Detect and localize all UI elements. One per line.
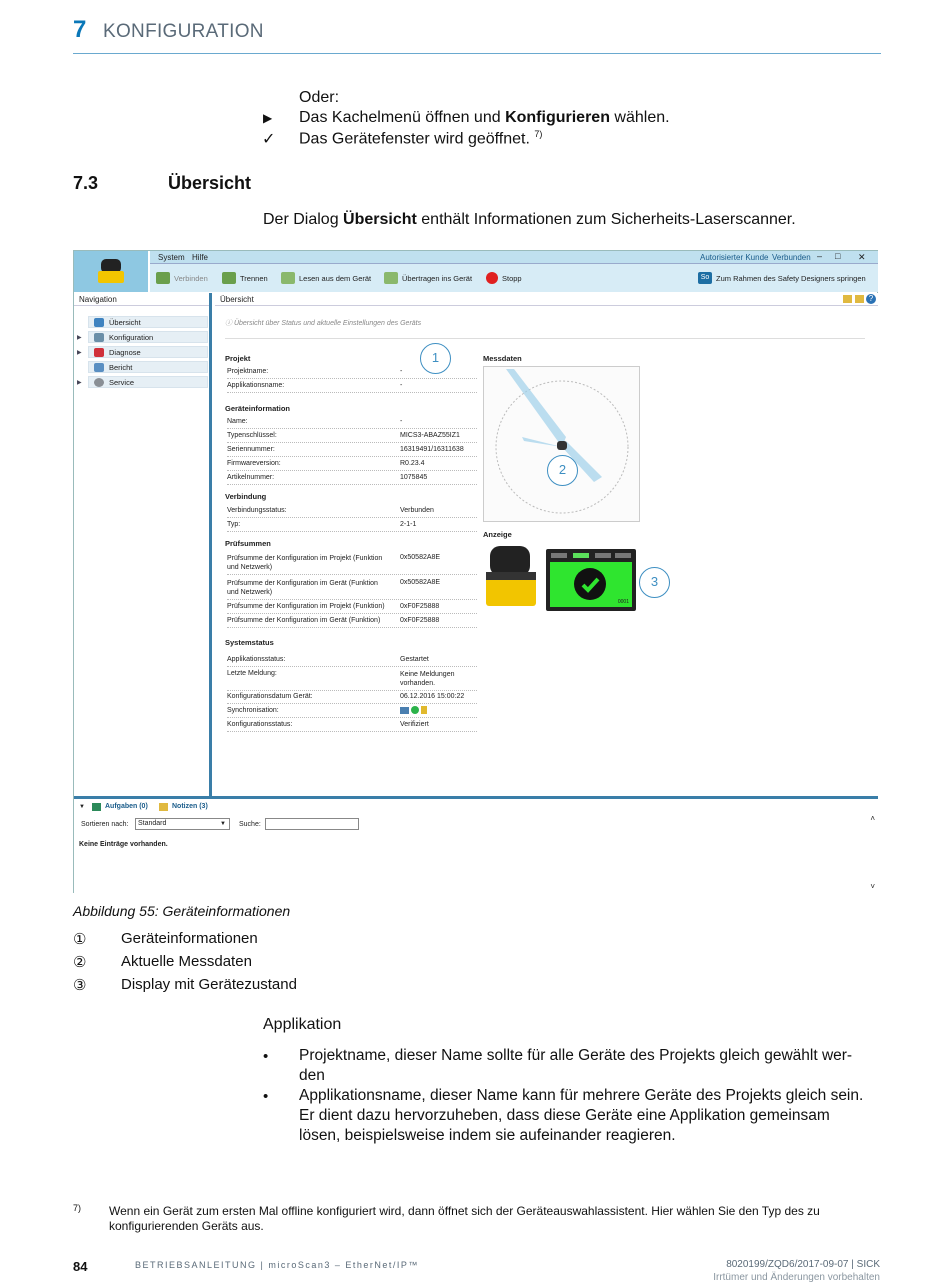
overview-pane (215, 293, 878, 796)
device-icon (421, 706, 427, 714)
group-pruefsummen: Prüfsummen (225, 539, 271, 548)
section-title: Übersicht (168, 173, 252, 193)
read-icon (281, 272, 295, 284)
callout-3: 3 (639, 567, 670, 598)
device-display (546, 549, 636, 611)
legend-text: Geräteinformationen (121, 930, 258, 947)
menu-system[interactable]: System (158, 253, 185, 262)
checkmark-icon (574, 568, 606, 600)
row-firmwareversion: Firmwareversion: R0.23.4 (227, 459, 477, 471)
notes-icon (159, 803, 168, 811)
sort-select[interactable]: Standard ▼ (135, 818, 230, 830)
display-leds (551, 553, 631, 559)
row-synchronisation: Synchronisation: (227, 706, 477, 718)
step-text: Das Kachelmenü öffnen und Konfigurieren wählen. (299, 109, 670, 126)
callout-2: 2 (547, 455, 578, 486)
nav-item-service[interactable]: Service (88, 376, 208, 388)
row-pruefsumme-4: Prüfsumme der Konfiguration im Gerät (Funktion) 0xF0F25888 (227, 616, 477, 628)
close-icon[interactable]: ✕ (858, 252, 866, 262)
scan-field-graphic (484, 367, 639, 521)
minimize-icon[interactable]: – (817, 251, 823, 261)
gear-icon (94, 378, 104, 387)
chevron-down-icon: ▼ (220, 821, 226, 827)
expand-arrow-icon[interactable]: ▶ (77, 380, 82, 386)
nav-item-diagnose[interactable]: Diagnose (88, 346, 208, 358)
nav-item-konfiguration[interactable]: Konfiguration (88, 331, 208, 343)
result-text: Das Gerätefenster wird geöffnet. $^{7)}$ (299, 129, 543, 148)
transfer-icon (384, 272, 398, 284)
disconnect-icon (222, 272, 236, 284)
legend-text: Aktuelle Messdaten (121, 953, 252, 970)
overview-icon (94, 318, 104, 327)
nav-item-uebersicht[interactable]: Übersicht (88, 316, 208, 328)
footnote-text: Wenn ein Gerät zum ersten Mal offline konfiguriert wird, dann öffnet sich der Geräteauswahlassistent. Hier wählen Sie den Typ des zu konfigurierenden Geräts aus. (109, 1204, 820, 1233)
messdaten-title: Messdaten (483, 354, 522, 363)
scroll-down-icon[interactable]: ˅ (870, 882, 875, 891)
report-icon (94, 363, 104, 372)
display-code: 0001 (617, 599, 629, 605)
display-screen (550, 562, 632, 607)
callout-1: 1 (420, 343, 451, 374)
bullet-icon: • (263, 1048, 269, 1065)
diagnose-icon (94, 348, 104, 357)
overview-title: Übersicht (215, 293, 878, 306)
row-pruefsumme-1: Prüfsumme der Konfiguration im Projekt (Funktion und Netzwerk) 0x50582A8E (227, 553, 477, 575)
maximize-icon[interactable]: □ (835, 251, 841, 261)
scanner-logo-icon (74, 251, 148, 292)
applikation-heading: Applikation (263, 1016, 342, 1033)
page-number: 84 (73, 1259, 88, 1274)
row-artikelnummer: Artikelnummer: 1075845 (227, 473, 477, 485)
legend-number: ③ (73, 977, 87, 994)
collapse-arrow-icon[interactable]: ▼ (79, 804, 85, 810)
bullet-text-projektname: Projektname, dieser Name sollte für alle Geräte des Projekts gleich gewählt wer- den (299, 1047, 853, 1084)
scanner-image (484, 544, 539, 610)
device-logo (74, 251, 148, 292)
row-pruefsumme-3: Prüfsumme der Konfiguration im Projekt (Funktion) 0xF0F25888 (227, 602, 477, 614)
info-line: ⓘ Übersicht über Status und aktuelle Einstellungen des Geräts (225, 320, 422, 327)
divider (225, 338, 865, 339)
connect-button[interactable]: Verbinden (156, 272, 208, 284)
auth-status[interactable]: Autorisierter Kunde (700, 253, 769, 262)
row-projektname: Projektname: - (227, 367, 477, 379)
scanner-device-icon (484, 544, 539, 610)
flag-icon (92, 803, 101, 811)
expand-arrow-icon[interactable]: ▶ (77, 335, 82, 341)
safety-designer-icon: So (698, 272, 712, 284)
row-konfigurationsdatum: Konfigurationsdatum Gerät: 06.12.2016 15:00:22 (227, 692, 477, 704)
help-icon[interactable]: ? (866, 294, 876, 304)
footer-doc-title: BETRIEBSANLEITUNG | microScan3 – EtherNet/IP™ (135, 1260, 419, 1270)
bullet-icon: • (263, 1088, 269, 1105)
header-divider (73, 53, 881, 54)
footer-doc-code: 8020199/ZQD6/2017-09-07 | SICK (726, 1259, 880, 1270)
empty-message: Keine Einträge vorhanden. (79, 841, 168, 848)
legend-number: ② (73, 954, 87, 971)
stop-icon (486, 272, 498, 284)
step-arrow-icon: ▶ (263, 111, 273, 125)
chapter-title: KONFIGURATION (103, 21, 264, 42)
nav-item-bericht[interactable]: Bericht (88, 361, 208, 373)
row-letzte-meldung: Letzte Meldung: Keine Meldungen vorhanden. (227, 669, 477, 691)
row-konfigurationsstatus: Konfigurationsstatus: Verifiziert (227, 720, 477, 732)
safety-designer-button[interactable]: So Zum Rahmen des Safety Designers springen (698, 272, 866, 284)
scroll-up-icon[interactable]: ˄ (870, 814, 875, 823)
group-systemstatus: Systemstatus (225, 638, 274, 647)
navigation-pane (74, 293, 212, 796)
app-window (73, 250, 878, 893)
menu-hilfe[interactable]: Hilfe (192, 253, 209, 262)
tasks-panel (74, 796, 878, 893)
stop-button[interactable]: Stopp (486, 272, 522, 284)
navigation-title: Navigation (74, 293, 209, 306)
oder-text: Oder: (299, 89, 340, 106)
note-icon[interactable] (843, 295, 852, 303)
info-icon: ⓘ (225, 320, 234, 327)
toolbar (150, 264, 878, 292)
bullet-text-applikationsname: Applikationsname, dieser Name kann für mehrere Geräte des Projekts gleich sein. Er dient dazu hervorzuheben, dass diese Geräte eine Applikation gemeinsam lösen, beispielsweise indem sie aufeinander reagieren. (299, 1087, 864, 1144)
figure-caption: Abbildung 55: Geräteinformationen (73, 903, 291, 919)
config-icon (94, 333, 104, 342)
group-verbindung: Verbindung (225, 492, 267, 501)
group-geraeteinformation: Geräteinformation (225, 404, 291, 413)
measurement-view (483, 366, 640, 522)
monitor-icon (400, 707, 409, 714)
read-device-button[interactable]: Lesen aus dem Gerät (281, 272, 371, 284)
anzeige-title: Anzeige (483, 530, 512, 539)
footnote-mark: 7) (73, 1203, 82, 1213)
menu-bar (150, 251, 878, 264)
row-applikationsname: Applikationsname: - (227, 381, 477, 393)
expand-arrow-icon[interactable]: ▶ (77, 350, 82, 356)
search-label: Suche: (239, 821, 261, 828)
check-icon: ✓ (262, 131, 276, 148)
section-number: 7.3 (73, 173, 99, 193)
transfer-device-button[interactable]: Übertragen ins Gerät (384, 272, 472, 284)
tab-notizen[interactable]: Notizen (3) (172, 803, 208, 810)
connect-icon (156, 272, 170, 284)
footer-note: Irrtümer und Änderungen vorbehalten (713, 1272, 880, 1283)
row-applikationsstatus: Applikationsstatus: Gestartet (227, 655, 477, 667)
legend-number: ① (73, 931, 87, 948)
legend-text: Display mit Gerätezustand (121, 976, 297, 993)
group-projekt: Projekt (225, 354, 251, 363)
search-input[interactable] (265, 818, 359, 830)
sort-label: Sortieren nach: (81, 821, 129, 828)
row-pruefsumme-2: Prüfsumme der Konfiguration im Gerät (Funktion und Netzwerk) 0x50582A8E (227, 578, 477, 600)
row-verbindungsstatus: Verbindungsstatus: Verbunden (227, 506, 477, 518)
chapter-number: 7 (73, 16, 87, 43)
row-seriennummer: Seriennummer: 16319491/16311638 (227, 445, 477, 457)
note-add-icon[interactable] (855, 295, 864, 303)
row-name: Name: - (227, 417, 477, 429)
connection-status: Verbunden (772, 253, 811, 262)
sync-ok-icon (411, 706, 419, 714)
section-description: Der Dialog Übersicht enthält Informationen zum Sicherheits-Laserscanner. (263, 211, 796, 228)
tab-aufgaben[interactable]: Aufgaben (0) (105, 803, 148, 810)
disconnect-button[interactable]: Trennen (222, 272, 268, 284)
row-typenschluessel: Typenschlüssel: MICS3-ABAZ55IZ1 (227, 431, 477, 443)
row-typ: Typ: 2-1-1 (227, 520, 477, 532)
